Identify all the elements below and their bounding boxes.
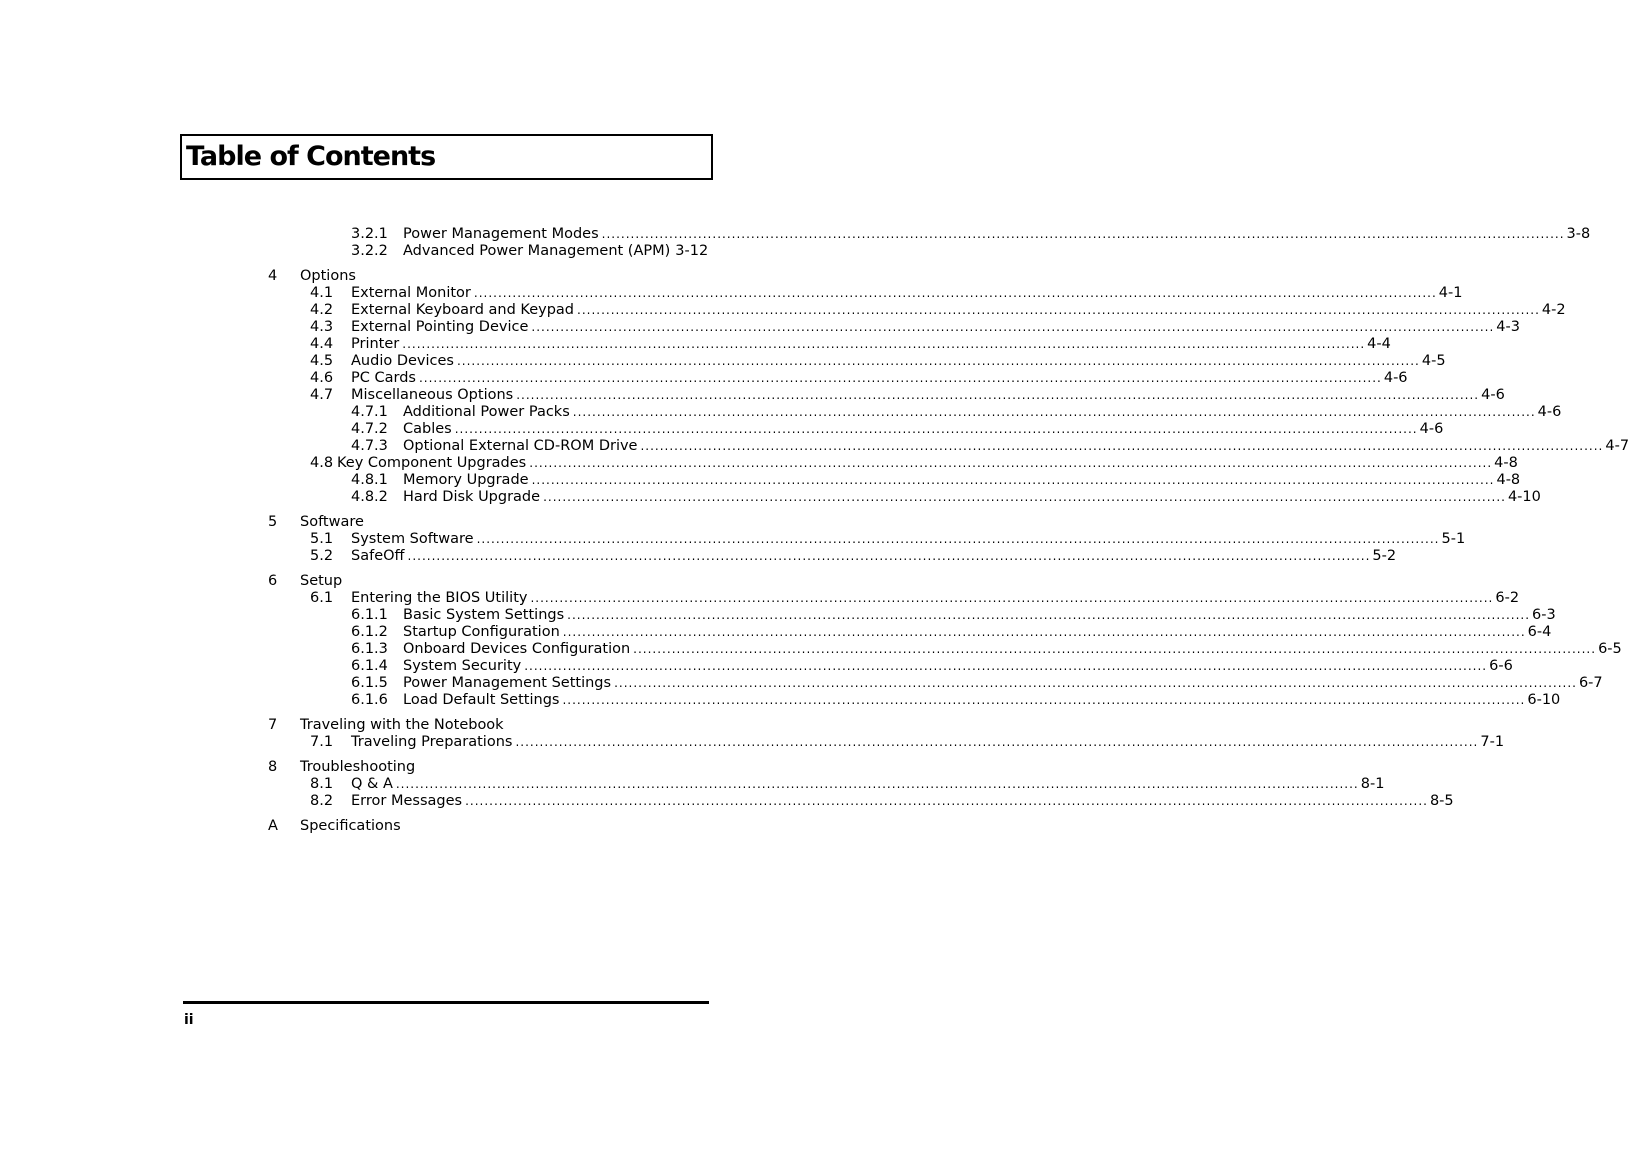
toc-entry bbox=[403, 489, 1541, 506]
toc-entry-title: Load Default Settings bbox=[403, 692, 560, 708]
toc-entry-title: Q & A bbox=[351, 776, 393, 792]
toc-entry-title: Power Management Modes bbox=[403, 226, 599, 242]
toc-entry bbox=[351, 793, 1454, 810]
chapter-number: 4 bbox=[268, 268, 278, 284]
footer-rule bbox=[183, 1001, 709, 1004]
toc-entry-number: 8.1 bbox=[310, 776, 334, 792]
dot-leader: ........................................................................................................................................................................................................ bbox=[529, 456, 1493, 470]
toc-entry bbox=[403, 607, 1556, 624]
dot-leader: ........................................................................................................................................................................................................ bbox=[407, 549, 1371, 563]
toc-entry bbox=[403, 226, 1591, 243]
toc-entry-title: Optional External CD-ROM Drive bbox=[403, 438, 638, 454]
toc-entry-title: System Software bbox=[351, 531, 474, 547]
dot-leader: ........................................................................................................................................................................................................ bbox=[418, 371, 1382, 385]
toc-entry-page: 4-5 bbox=[1421, 353, 1446, 369]
page-title: Table of Contents bbox=[186, 141, 436, 172]
toc-entry-title: Cables bbox=[403, 421, 452, 437]
toc-entry-number: 4.7.3 bbox=[351, 438, 388, 454]
toc-entry-number: 4.7 bbox=[310, 387, 334, 403]
toc-entry-number: 4.8 bbox=[310, 455, 334, 471]
toc-entry-page: 3-12 bbox=[675, 243, 709, 259]
toc-entry-number: 6.1.1 bbox=[351, 607, 388, 623]
toc-entry bbox=[351, 285, 1463, 302]
chapter-number: 5 bbox=[268, 514, 278, 530]
dot-leader: ........................................................................................................................................................................................................ bbox=[395, 777, 1359, 791]
toc-entry-number: 4.5 bbox=[310, 353, 334, 369]
toc-entry-number: 7.1 bbox=[310, 734, 334, 750]
dot-leader: ........................................................................................................................................................................................................ bbox=[562, 693, 1526, 707]
toc-entry-number: 3.2.1 bbox=[351, 226, 388, 242]
chapter-title: Options bbox=[300, 268, 356, 284]
toc-entry-number: 4.7.1 bbox=[351, 404, 388, 420]
dot-leader: ........................................................................................................................................................................................................ bbox=[640, 439, 1604, 453]
toc-entry-page: 8-5 bbox=[1429, 793, 1454, 809]
dot-leader: ........................................................................................................................................................................................................ bbox=[572, 405, 1536, 419]
chapter-number: 8 bbox=[268, 759, 278, 775]
toc-entry-title: Traveling Preparations bbox=[351, 734, 513, 750]
toc-entry bbox=[403, 675, 1603, 692]
dot-leader: ........................................................................................................................................................................................................ bbox=[633, 642, 1597, 656]
dot-leader: ........................................................................................................................................................................................................ bbox=[516, 388, 1480, 402]
dot-leader: ........................................................................................................................................................................................................ bbox=[543, 490, 1506, 504]
toc-entry-number: 4.8.2 bbox=[351, 489, 388, 505]
chapter-number: 7 bbox=[268, 717, 278, 733]
toc-entry-title: Error Messages bbox=[351, 793, 463, 809]
dot-leader: ........................................................................................................................................................................................................ bbox=[476, 532, 1440, 546]
toc-entry bbox=[351, 302, 1566, 319]
toc-entry-title: Advanced Power Management (APM) bbox=[403, 243, 671, 259]
toc-entry-page: 7-1 bbox=[1480, 734, 1505, 750]
toc-entry-page: 4-10 bbox=[1507, 489, 1541, 505]
toc-entry-title: Hard Disk Upgrade bbox=[403, 489, 541, 505]
toc-entry-title: Key Component Upgrades bbox=[337, 455, 527, 471]
toc-entry-number: 8.2 bbox=[310, 793, 334, 809]
dot-leader: ........................................................................................................................................................................................................ bbox=[473, 286, 1437, 300]
dot-leader: ........................................................................................................................................................................................................ bbox=[601, 227, 1565, 241]
dot-leader: ........................................................................................................................................................................................................ bbox=[567, 608, 1531, 622]
toc-entry-page: 6-3 bbox=[1532, 607, 1556, 623]
toc-entry bbox=[351, 590, 1520, 607]
toc-entry-number: 6.1 bbox=[310, 590, 334, 606]
dot-leader: ........................................................................................................................................................................................................ bbox=[531, 320, 1495, 334]
toc-entry bbox=[351, 387, 1505, 404]
toc-entry-page: 4-2 bbox=[1541, 302, 1566, 318]
toc-entry-number: 4.6 bbox=[310, 370, 334, 386]
toc-entry bbox=[403, 692, 1561, 709]
toc-entry-page: 4-6 bbox=[1419, 421, 1444, 437]
toc-entry-title: External Keyboard and Keypad bbox=[351, 302, 575, 318]
dot-leader: ........................................................................................................................................................................................................ bbox=[515, 735, 1479, 749]
toc-entry-page: 4-8 bbox=[1494, 455, 1518, 471]
toc-entry bbox=[403, 641, 1622, 658]
chapter-title: Setup bbox=[300, 573, 343, 589]
toc-entry-number: 4.1 bbox=[310, 285, 334, 301]
toc-entry-number: 6.1.5 bbox=[351, 675, 388, 691]
chapter-title: Specifications bbox=[300, 818, 401, 834]
chapter-title: Troubleshooting bbox=[300, 759, 416, 775]
toc-entry-number: 6.1.2 bbox=[351, 624, 388, 640]
toc-entry-page: 6-5 bbox=[1598, 641, 1622, 657]
toc-entry-page: 4-6 bbox=[1537, 404, 1562, 420]
toc-entry-title: Basic System Settings bbox=[403, 607, 565, 623]
toc-entry-title: Miscellaneous Options bbox=[351, 387, 514, 403]
page-number: ii bbox=[184, 1012, 194, 1028]
toc-entry-title: Onboard Devices Configuration bbox=[403, 641, 631, 657]
toc-entry-number: 5.1 bbox=[310, 531, 334, 547]
toc-entry-title: Audio Devices bbox=[351, 353, 454, 369]
chapter-title: Software bbox=[300, 514, 364, 530]
chapter-title: Traveling with the Notebook bbox=[300, 717, 504, 733]
toc-entry-page: 6-4 bbox=[1527, 624, 1552, 640]
toc-entry-number: 4.8.1 bbox=[351, 472, 388, 488]
toc-entry bbox=[351, 319, 1520, 336]
toc-entry-number: 4.7.2 bbox=[351, 421, 388, 437]
toc-entry bbox=[337, 455, 1518, 472]
toc-entry-page: 4-7 bbox=[1605, 438, 1629, 454]
toc-entry-page: 4-4 bbox=[1367, 336, 1391, 352]
toc-entry-number: 5.2 bbox=[310, 548, 334, 564]
chapter-number: A bbox=[268, 818, 278, 834]
dot-leader: ........................................................................................................................................................................................................ bbox=[465, 794, 1428, 808]
dot-leader: ........................................................................................................................................................................................................ bbox=[577, 303, 1540, 317]
toc-entry-number: 6.1.4 bbox=[351, 658, 388, 674]
toc-entry-page: 8-1 bbox=[1360, 776, 1385, 792]
dot-leader: ........................................................................................................................................................................................................ bbox=[524, 659, 1488, 673]
toc-entry-page: 3-8 bbox=[1566, 226, 1591, 242]
toc-entry-title: External Pointing Device bbox=[351, 319, 529, 335]
toc-entry-number: 4.4 bbox=[310, 336, 334, 352]
chapter-number: 6 bbox=[268, 573, 278, 589]
toc-entry bbox=[403, 243, 707, 260]
dot-leader: ........................................................................................................................................................................................................ bbox=[530, 591, 1494, 605]
toc-entry-title: External Monitor bbox=[351, 285, 471, 301]
toc-entry-title: Entering the BIOS Utility bbox=[351, 590, 528, 606]
toc-entry-number: 4.2 bbox=[310, 302, 334, 318]
toc-entry-page: 6-7 bbox=[1578, 675, 1603, 691]
toc-entry bbox=[403, 658, 1513, 675]
toc-entry-number: 6.1.6 bbox=[351, 692, 388, 708]
toc-entry bbox=[351, 336, 1391, 353]
dot-leader: ........................................................................................................................................................................................................ bbox=[456, 354, 1420, 368]
toc-entry bbox=[403, 624, 1552, 641]
dot-leader: ........................................................................................................................................................................................................ bbox=[614, 676, 1577, 690]
toc-entry-title: System Security bbox=[403, 658, 522, 674]
dot-leader: ........................................................................................................................................................................................................ bbox=[402, 337, 1366, 351]
toc-entry-number: 4.3 bbox=[310, 319, 334, 335]
toc-entry-title: Printer bbox=[351, 336, 400, 352]
toc-entry-title: Additional Power Packs bbox=[403, 404, 570, 420]
toc-entry-page: 4-1 bbox=[1438, 285, 1463, 301]
toc-entry bbox=[351, 548, 1397, 565]
toc-entry-page: 6-6 bbox=[1489, 658, 1513, 674]
toc-entry bbox=[351, 370, 1408, 387]
toc-entry-title: SafeOff bbox=[351, 548, 405, 564]
toc-entry bbox=[351, 776, 1385, 793]
toc-entry bbox=[403, 472, 1521, 489]
toc-entry-page: 4-6 bbox=[1481, 387, 1505, 403]
toc-entry-number: 6.1.3 bbox=[351, 641, 388, 657]
dot-leader: ........................................................................................................................................................................................................ bbox=[562, 625, 1526, 639]
dot-leader: ........................................................................................................................................................................................................ bbox=[454, 422, 1418, 436]
toc-entry-page: 6-10 bbox=[1527, 692, 1561, 708]
toc-entry-title: Power Management Settings bbox=[403, 675, 612, 691]
toc-entry-title: PC Cards bbox=[351, 370, 416, 386]
toc-entry bbox=[351, 353, 1446, 370]
toc-entry-title: Memory Upgrade bbox=[403, 472, 529, 488]
toc-entry bbox=[351, 734, 1505, 751]
toc-entry bbox=[403, 421, 1444, 438]
toc-entry-page: 6-2 bbox=[1495, 590, 1520, 606]
toc-entry-page: 4-6 bbox=[1383, 370, 1408, 386]
toc-entry-page: 4-3 bbox=[1496, 319, 1520, 335]
toc-entry-page: 4-8 bbox=[1496, 472, 1521, 488]
toc-entry bbox=[403, 404, 1562, 421]
toc-entry bbox=[403, 438, 1629, 455]
toc-entry-number: 3.2.2 bbox=[351, 243, 388, 259]
toc-entry-page: 5-2 bbox=[1372, 548, 1397, 564]
toc-entry-page: 5-1 bbox=[1441, 531, 1466, 547]
toc-entry bbox=[351, 531, 1466, 548]
dot-leader: ........................................................................................................................................................................................................ bbox=[531, 473, 1495, 487]
toc-entry-title: Startup Configuration bbox=[403, 624, 560, 640]
